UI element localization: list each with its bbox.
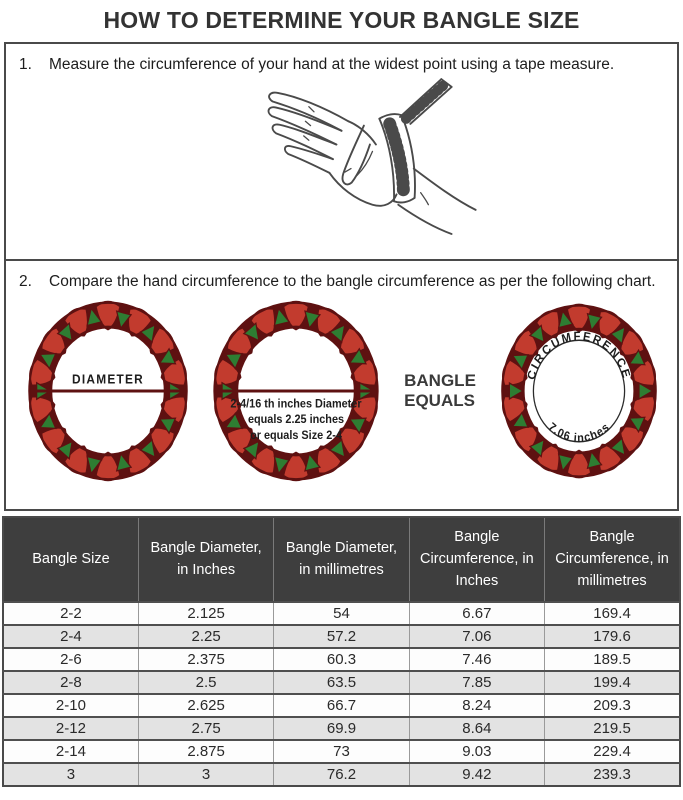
table-row bbox=[3, 648, 680, 671]
table-header-row bbox=[3, 517, 680, 602]
page-title: HOW TO DETERMINE YOUR BANGLE SIZE bbox=[103, 7, 580, 33]
step2-number: 2. bbox=[19, 273, 32, 290]
circumference-label: CIRCUMFERENCE bbox=[524, 328, 634, 382]
table-cell: 3 bbox=[3, 763, 138, 786]
table-row bbox=[3, 740, 680, 763]
table-cell: 2-10 bbox=[3, 694, 138, 717]
bangle-diameter-diagram bbox=[26, 299, 190, 483]
hand-illustration-area bbox=[6, 74, 677, 251]
table-row bbox=[3, 763, 680, 786]
diameter-label: DIAMETER bbox=[72, 372, 144, 387]
step1-text: Measure the circumference of your hand at the widest point using a tape measure. bbox=[49, 56, 615, 73]
table-cell: 7.85 bbox=[409, 671, 544, 694]
table-cell: 2-8 bbox=[3, 671, 138, 694]
table-body bbox=[3, 602, 680, 786]
table-cell: 66.7 bbox=[274, 694, 409, 717]
table-cell: 239.3 bbox=[545, 763, 680, 786]
step2-panel bbox=[4, 261, 679, 511]
table-cell: 7.46 bbox=[409, 648, 544, 671]
table-cell: 209.3 bbox=[545, 694, 680, 717]
bangle-equals-line2: EQUALS bbox=[404, 391, 475, 410]
table-row bbox=[3, 717, 680, 740]
column-header: Bangle Circumference, in millimetres bbox=[545, 517, 680, 602]
table-cell: 69.9 bbox=[274, 717, 409, 740]
table-row bbox=[3, 694, 680, 717]
table-cell: 2.125 bbox=[138, 602, 273, 625]
table-cell: 2.5 bbox=[138, 671, 273, 694]
table-cell: 229.4 bbox=[545, 740, 680, 763]
bangle-circumference-diagram bbox=[499, 302, 659, 480]
bangle-equals-label bbox=[404, 371, 476, 412]
table-cell: 7.06 bbox=[409, 625, 544, 648]
step1-panel bbox=[4, 42, 679, 261]
table-cell: 8.64 bbox=[409, 717, 544, 740]
table-cell: 2-2 bbox=[3, 602, 138, 625]
table-cell: 63.5 bbox=[274, 671, 409, 694]
table-cell: 73 bbox=[274, 740, 409, 763]
size-example-line1: 2-4/16 th inches Diameter bbox=[230, 398, 362, 411]
table-cell: 9.42 bbox=[409, 763, 544, 786]
table-cell: 219.5 bbox=[545, 717, 680, 740]
table-cell: 2.75 bbox=[138, 717, 273, 740]
table-cell: 169.4 bbox=[545, 602, 680, 625]
tape-tick-marks bbox=[406, 83, 446, 118]
column-header: Bangle Size bbox=[3, 517, 138, 602]
table-cell: 2.875 bbox=[138, 740, 273, 763]
table-cell: 3 bbox=[138, 763, 273, 786]
bangle-diagrams bbox=[6, 291, 677, 483]
table-cell: 57.2 bbox=[274, 625, 409, 648]
table-row bbox=[3, 671, 680, 694]
bangle-size-example-diagram bbox=[211, 299, 381, 483]
table-cell: 189.5 bbox=[545, 648, 680, 671]
size-example-line3: or equals Size 2-4 bbox=[250, 429, 342, 442]
table-cell: 60.3 bbox=[274, 648, 409, 671]
table-cell: 8.24 bbox=[409, 694, 544, 717]
step1-number: 1. bbox=[19, 56, 32, 73]
table-cell: 2-6 bbox=[3, 648, 138, 671]
table-cell: 6.67 bbox=[409, 602, 544, 625]
table-cell: 199.4 bbox=[545, 671, 680, 694]
step2-instruction bbox=[6, 261, 677, 291]
table-cell: 2.625 bbox=[138, 694, 273, 717]
step1-instruction bbox=[6, 44, 677, 74]
column-header: Bangle Diameter, in millimetres bbox=[274, 517, 409, 602]
table-cell: 54 bbox=[274, 602, 409, 625]
table-cell: 2.25 bbox=[138, 625, 273, 648]
table-cell: 9.03 bbox=[409, 740, 544, 763]
table-cell: 2-4 bbox=[3, 625, 138, 648]
size-example-line2: equals 2.25 inches bbox=[248, 413, 345, 427]
step2-text: Compare the hand circumference to the bangle circumference as per the following chart. bbox=[49, 273, 656, 290]
table-row bbox=[3, 602, 680, 625]
bangle-size-chart bbox=[2, 516, 681, 787]
table-cell: 76.2 bbox=[274, 763, 409, 786]
table-cell: 2.375 bbox=[138, 648, 273, 671]
svg-text:7.06 inches bbox=[546, 421, 612, 445]
table-cell: 179.6 bbox=[545, 625, 680, 648]
hand-tape-measure-illustration bbox=[192, 74, 522, 246]
table-cell: 2-14 bbox=[3, 740, 138, 763]
circumference-value: 7.06 inches bbox=[545, 420, 613, 446]
bangle-equals-line1: BANGLE bbox=[404, 370, 476, 390]
table-cell: 2-12 bbox=[3, 717, 138, 740]
table-row bbox=[3, 625, 680, 648]
column-header: Bangle Circumference, in Inches bbox=[409, 517, 544, 602]
column-header: Bangle Diameter, in Inches bbox=[138, 517, 273, 602]
